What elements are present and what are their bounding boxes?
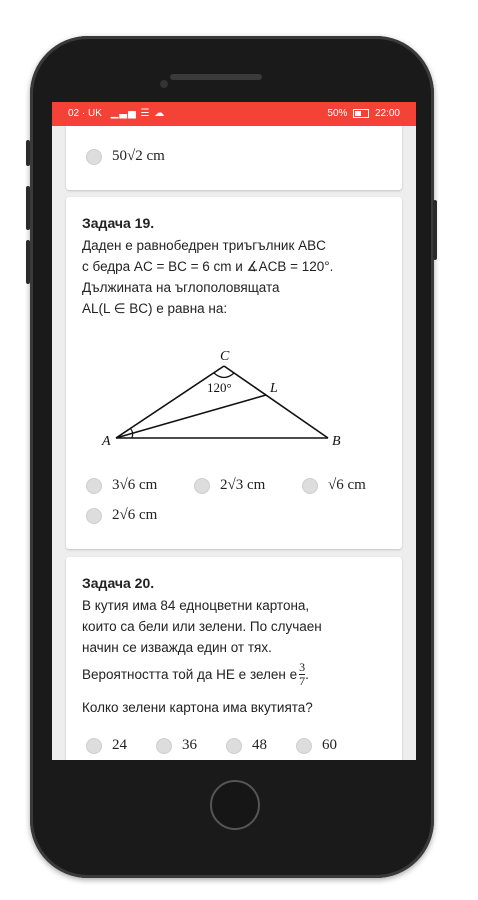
status-left (68, 102, 165, 126)
phone-screen (52, 102, 416, 760)
earpiece-speaker (170, 74, 262, 80)
question-card-20 (66, 557, 402, 760)
answer-option[interactable] (296, 737, 337, 754)
option-label: 50√2 cm (112, 148, 165, 164)
radio-button[interactable] (86, 149, 102, 165)
task-text-line: AL(L ∈ BC) е равна на: (82, 301, 228, 316)
answer-option[interactable] (194, 477, 265, 494)
task-text-line: В кутия има 84 едноцветни картона, (82, 598, 310, 613)
radio-button[interactable] (194, 478, 210, 494)
silent-switch (26, 140, 30, 166)
carrier-label: 02 · UK (68, 108, 102, 119)
vertex-label-l: L (270, 381, 278, 396)
question-card-19 (66, 197, 402, 549)
volume-down-button (26, 240, 30, 284)
vertex-label-b: B (332, 434, 341, 449)
clock: 22:00 (374, 108, 400, 119)
status-right (327, 102, 400, 126)
option-label: 36 (182, 737, 197, 753)
radio-button[interactable] (86, 478, 102, 494)
task-text-line: Вероятността той да НЕ е зелен е (82, 667, 298, 682)
home-button[interactable] (210, 780, 260, 830)
signal-icon: ▁▃▅ ☰ ☁ (110, 108, 166, 119)
answer-option[interactable] (86, 737, 127, 754)
vertex-label-a: A (102, 434, 111, 449)
radio-button[interactable] (156, 738, 172, 754)
task-text-probability: Вероятността той да НЕ е зелен е $\frac{3}{7}$ . (82, 660, 309, 688)
radio-button[interactable] (226, 738, 242, 754)
volume-up-button (26, 186, 30, 230)
task-title: Задача 20. (82, 575, 155, 591)
answer-option[interactable] (86, 148, 165, 165)
option-label: √6 cm (328, 477, 366, 493)
answer-option[interactable] (86, 507, 157, 524)
option-label: 60 (322, 737, 337, 753)
power-button (433, 200, 437, 260)
answer-option[interactable] (226, 737, 267, 754)
angle-label: 120° (207, 380, 232, 395)
fraction-numerator: 3 (299, 660, 306, 674)
option-label: 2√3 cm (220, 477, 266, 493)
answer-option[interactable] (156, 737, 197, 754)
triangle-figure (66, 342, 402, 462)
option-label: 2√6 cm (112, 507, 158, 523)
answer-option[interactable] (86, 477, 157, 494)
radio-button[interactable] (296, 738, 312, 754)
task-text-line: Даден е равнобедрен триъгълник ABC (82, 238, 326, 253)
fraction-denominator: 7 (299, 674, 306, 688)
option-label: 48 (252, 737, 267, 753)
radio-button[interactable] (86, 738, 102, 754)
task-text-line: които са бели или зелени. По случаен (82, 619, 322, 634)
radio-button[interactable] (86, 508, 102, 524)
front-camera (160, 80, 168, 88)
task-text-line: начин се изважда един от тях. (82, 640, 272, 655)
task-text-line: Дължината на ъглополовящата (82, 280, 280, 295)
answer-option[interactable] (302, 477, 366, 494)
vertex-label-c: C (220, 349, 230, 364)
option-label: 3√6 cm (112, 477, 158, 493)
battery-icon (353, 109, 369, 118)
task-title: Задача 19. (82, 215, 155, 231)
task-text-line: с бедра AC = BC = 6 cm и ∡ACB = 120°. (82, 259, 334, 274)
radio-button[interactable] (302, 478, 318, 494)
option-label: 24 (112, 737, 127, 753)
battery-percent: 50% (327, 108, 348, 119)
status-bar (52, 102, 416, 126)
task-text-line: Колко зелени картона има вкутията? (82, 700, 313, 715)
